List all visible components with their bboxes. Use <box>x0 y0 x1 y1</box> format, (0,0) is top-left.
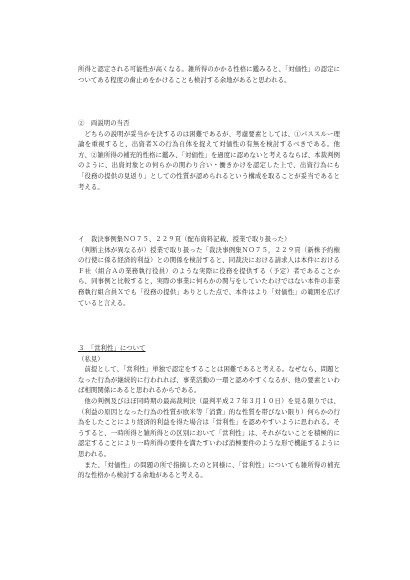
intro-paragraph: 所得と認定される可能性が高くなる。雑所得のかかる性格に鑑みると、「対価性」の認定についてある程度の歯止めをかけることも検討する余地があると思われる。 <box>78 65 340 84</box>
section3-heading: ３ 「営利性」について <box>78 344 146 352</box>
section-i-heading: イ 裁決事例集ＮＯ７５、２２９頁（配布資料記載、授業で取り扱った） <box>78 235 291 243</box>
section2-paragraph: どちらの説明が妥当かを決するのは困難であるが、考慮要素としては、①パススルー理論を重視すると、出資者Ｘの行為自体を捉えて対価性の有無を検討するべきである。他方、②雑所得の補充的性格に鑑み、「対価性」を過度に認めないと考えるならば、本裁判例のように、出資対象との何らかの関わり合い・働きかけを認定した上で、出資行為にも「役務の提供の見返り」としての性質が認められるという構成を取ることが妥当であると考える。 <box>78 129 340 191</box>
section3-paragraph-2: 他の判例及びほぼ同時期の最高裁判決（最判平成２７年３月１０日）を見る限りでは、（利益の原因となった行為の性質が欧米等「消費」的な性質を帯びない限り）何らかの行為をしたことにより経済的利益を得た場合は「営利性」を認めやすいように思われる。そうすると、一時所得と雑所得との区別において「営利性」は、それがないことを積極的に認定することにより一時所得の要件を満たすいわば消極要件のような形で機能するように思われる。 <box>78 396 340 458</box>
section3-paragraph-3: また、「対価性」の問題の所で指摘したのと同様に、「営利性」についても雑所得の補充的な性格から検討する余地があると考える。 <box>78 460 340 480</box>
section2-heading: ② 両説明の当否 <box>78 119 130 127</box>
section3-block <box>78 343 340 481</box>
section3-subheading: （私見） <box>78 354 104 363</box>
section2-block <box>78 118 340 192</box>
section-i-block <box>78 234 340 308</box>
intro-block <box>78 64 340 85</box>
section-i-paragraph: （判断主体が異なるが）授業で取り扱った「裁決事例集ＮＯ７５，２２９頁（新株予約権の行使に係る経済的利益）との関係を検討すると、同裁決における請求人は本件におけるＦ社（組合Ａの業務執行役員）のような実際に役務を提供する（予定）者であることから、同事例と比較すると、実際の事業に何らかの関与をしていたわけではない本件の非業務執行組合員Ｘでも「役務の提供」ありとした点で、本件はより「対価性」の範囲を広げていると言える。 <box>78 245 340 307</box>
section3-paragraph-1: 前提として、「営利性」単独で認定をすることは困難であると考える。なぜなら、問題となった行為が継続的に行われれば、事業活動の一環と認めやすくなるが、他の要素といわば相関関係にあると思われるからである。 <box>78 365 340 395</box>
